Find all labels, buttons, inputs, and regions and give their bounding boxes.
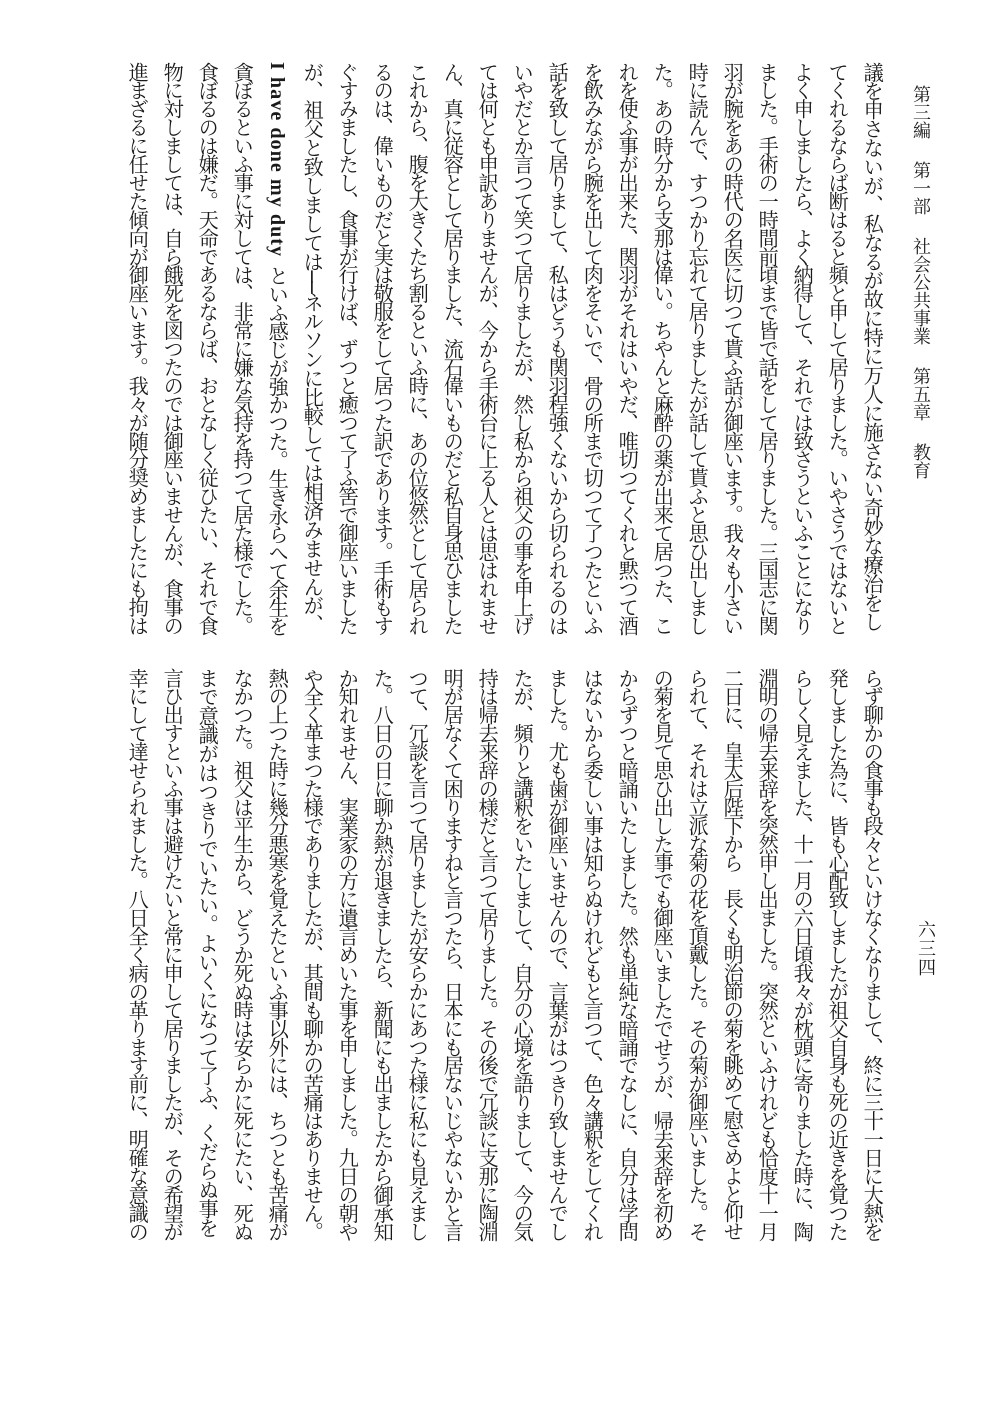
- text-column: [265, 62, 290, 635]
- header-chapter: 第五章: [910, 367, 931, 421]
- text-column: 話を致して居りまして、私はどうも関羽程強くないから切られるのは: [545, 62, 570, 634]
- text-column: らしく見えました、十一月の六日頃我々が枕頭に寄りました時に、陶: [790, 668, 815, 1240]
- text-run: 長くも明治節の菊を眺めて慰さめよと仰せ: [720, 888, 745, 1240]
- text-column: これから、腹を大きくたち割るといふ時に、あの位悠然として居られ: [405, 62, 430, 634]
- text-column: 持は帰去来辞の様だと言つて居りました。その後で冗談に支那に陶淵: [475, 668, 500, 1240]
- text-column: 幸にして達せられました。八日全く病の革ります前に、明確な意識の: [125, 668, 150, 1240]
- text-column: や全く革まつた様でありましたが、其間も聊かの苦痛はありません。: [300, 668, 325, 1240]
- header-section: 第一部: [910, 161, 931, 215]
- running-header: [904, 85, 936, 645]
- text-column: が、祖父と致しましては──ネルソンに比較しては相済みませんが、: [300, 62, 325, 634]
- text-column: るのは、偉いものだと実は敬服をして居つた訳であります。手術もす: [370, 62, 395, 634]
- header-part: 第三編: [910, 85, 931, 139]
- text-column: ん、真に従容として居りました、流石偉いものだと私自身思ひました: [440, 62, 465, 634]
- text-column: 時に読んで、すつかり忘れて居りましたが話して貰ふと思ひ出しまし: [685, 62, 710, 634]
- english-quote: I have done my duty: [266, 62, 289, 258]
- text-column: ました。手術の一時間前頃まで皆で話をして居りました。三国志に関: [755, 62, 780, 634]
- text-column: [720, 668, 745, 1240]
- text-column: ては何とも申訳ありませんが、今から手術台に上る人とは思はれませ: [475, 62, 500, 634]
- text-column: た。あの時分から支那は偉い。ちやんと麻酔の薬が出来て居つた、こ: [650, 62, 675, 634]
- page-number: 六三四: [915, 920, 936, 977]
- text-column: らず聊かの食事も段々といけなくなりまして、終に三十一日に大熱を: [860, 668, 885, 1240]
- text-column: 淵明の帰去来辞を突然申し出ました。突然といふけれども恰度十一月: [755, 668, 780, 1240]
- text-run: 二日に、皇太后陛下から: [720, 668, 745, 871]
- text-column: 貪ぼるといふ事に対しては、非常に嫌な気持を持つて居た様でした。: [230, 62, 255, 634]
- text-column: よく申しましたら、よく納得して、それでは致さうといふことになり: [790, 62, 815, 634]
- text-column: 熱の上つた時に幾分悪寒を覚えたといふ事以外には、ちつとも苦痛が: [265, 668, 290, 1240]
- text-column: 物に対しましては、自ら餓死を図つたのでは御座いませんが、食事の: [160, 62, 185, 634]
- text-column: 食ぼるのは嫌だ。天命であるならば、おとなしく従ひたい、それで食: [195, 62, 220, 634]
- text-column: たが、頻りと講釈をいたしまして、自分の心境を語りまして、今の気: [510, 668, 535, 1240]
- text-column: か知れません、実業家の方に遺言めいた事を申しました。九日の朝や: [335, 668, 360, 1240]
- text-run: といふ感じが強かつた。生き永らへて余生を: [265, 265, 290, 635]
- text-column: の菊を見て思ひ出した事でも御座いましたでせうが、帰去来辞を初め: [650, 668, 675, 1240]
- text-column: 言ひ出すといふ事は避けたいと常に申して居りましたが、その希望が: [160, 668, 185, 1240]
- text-column: なかつた。祖父は平生から、どうか死ぬ時は安らかに死にたい、死ぬ: [230, 668, 255, 1240]
- text-column: た。八日の日に聊か熱が退きましたら、新聞にも出ましたから御承知: [370, 668, 395, 1240]
- text-column: てくれるならば断はると頻と申して居りました。いやさうではないと: [825, 62, 850, 634]
- text-column: 明が居なくて困りますねと言つたら、日本にも居ないじやないかと言: [440, 668, 465, 1240]
- header-title: 社会公共事業: [910, 237, 931, 345]
- text-column: 発しました為に、皆も心配致しましたが祖父自身も死の近きを覚つた: [825, 668, 850, 1240]
- text-column: つて、冗談を言つて居りましたが安らかにあつた様に私にも見えまし: [405, 668, 430, 1240]
- text-column: ました。尤も歯が御座いませんので、言葉がはつきり致しませんでし: [545, 668, 570, 1240]
- text-column: られて、それは立派な菊の花を頂戴した。その菊が御座いました。そ: [685, 668, 710, 1240]
- text-column: を飲みながら腕を出して肉をそいで、骨の所まで切つて了つたといふ: [580, 62, 605, 634]
- text-column: からずつと暗誦いたしました。然も単純な暗誦でなしに、自分は学問: [615, 668, 640, 1240]
- text-column: 進まざるに任せた傾向が御座います。我々が随分奨めましたにも拘は: [125, 62, 150, 634]
- text-column: ぐすみましたし、食事が行けば、ずつと癒つて了ふ筈で御座いました: [335, 62, 360, 634]
- text-column: れを使ふ事が出来た、関羽がそれはいやだ、唯切つてくれと黙つて酒: [615, 62, 640, 634]
- text-column: 議を申さないが、私なるが故に特に万人に施さない奇妙な療治をし: [860, 62, 885, 631]
- text-column: 羽が腕をあの時代の名医に切つて貰ふ話が御座います。我々も小さい: [720, 62, 745, 634]
- header-subject: 教育: [910, 443, 931, 479]
- text-column: はないから委しい事は知らぬけれどもと言つて、色々講釈をしてくれ: [580, 668, 605, 1240]
- text-column: いやだとか言つて笑つて居りましたが、然し私から祖父の事を申上げ: [510, 62, 535, 634]
- text-column: まで意識がはつきりでいたい。よいくになつて了ふ、くだらぬ事を: [195, 668, 220, 1237]
